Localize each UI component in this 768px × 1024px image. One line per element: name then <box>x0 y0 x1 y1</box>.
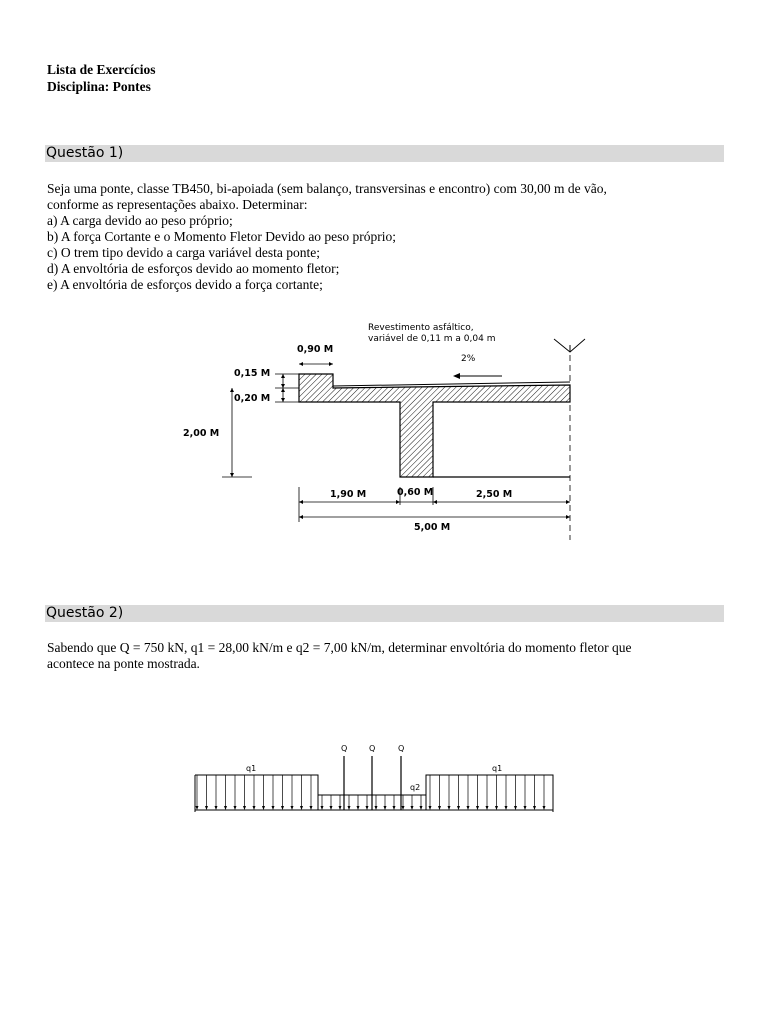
dim-2-00: 2,00 M <box>183 428 220 439</box>
question-2-heading: Questão 2) <box>45 605 724 622</box>
dim-0-60: 0,60 M <box>397 487 434 498</box>
load-arrowhead <box>514 806 517 810</box>
distributed-loads <box>196 775 546 810</box>
dim-0-90: 0,90 M <box>297 344 334 355</box>
q-label: Q <box>398 744 405 753</box>
q1-right-label: q1 <box>492 764 503 773</box>
q-label: Q <box>341 744 348 753</box>
load-arrowhead <box>253 806 256 810</box>
q-label: Q <box>369 744 376 753</box>
q2-line: Sabendo que Q = 750 kN, q1 = 28,00 kN/m e q2 = 7,00 kN/m, determinar envoltória do momento fletor que <box>47 640 632 655</box>
question-1-heading: Questão 1) <box>45 145 724 162</box>
dim-5-00: 5,00 M <box>414 522 451 533</box>
load-arrowhead <box>438 806 441 810</box>
q2-line: acontece na ponte mostrada. <box>47 656 200 671</box>
load-arrowhead <box>291 806 294 810</box>
q1-item-e: e) A envoltória de esforços devido a força cortante; <box>47 277 323 292</box>
q1-item-a: a) A carga devido ao peso próprio; <box>47 213 233 228</box>
asphalt-note-range: variável de 0,11 m a 0,04 m <box>368 334 496 344</box>
concrete-section <box>299 374 570 477</box>
dim-0-15: 0,15 M <box>234 368 271 379</box>
load-arrowhead <box>448 806 451 810</box>
load-arrowhead <box>224 806 227 810</box>
q2-label: q2 <box>410 783 421 792</box>
q1-item-c: c) O trem tipo devido a carga variável desta ponte; <box>47 245 321 260</box>
load-arrowhead <box>429 806 432 810</box>
header-list-title: Lista de Exercícios <box>47 62 156 77</box>
load-arrowhead <box>524 806 527 810</box>
load-arrowhead <box>420 806 423 810</box>
load-arrowhead <box>486 806 489 810</box>
load-arrowhead <box>300 806 303 810</box>
load-arrowhead <box>411 806 414 810</box>
asphalt-note: Revestimento asfáltico, <box>368 323 474 333</box>
load-arrowhead <box>339 806 342 810</box>
load-arrowhead <box>205 806 208 810</box>
load-arrowhead <box>393 806 396 810</box>
question-1-text <box>47 181 727 293</box>
load-arrowhead <box>533 806 536 810</box>
load-arrowhead <box>215 806 218 810</box>
load-arrowhead <box>505 806 508 810</box>
asphalt-line <box>333 382 570 386</box>
slope-label: 2% <box>461 354 476 364</box>
question-2-text <box>47 640 727 672</box>
dim-2-50: 2,50 M <box>476 489 513 500</box>
load-arrowhead <box>457 806 460 810</box>
q1-line: conforme as representações abaixo. Determinar: <box>47 197 308 212</box>
load-arrowhead <box>330 806 333 810</box>
load-arrowhead <box>281 806 284 810</box>
document-header <box>47 61 156 95</box>
load-arrowhead <box>402 806 405 810</box>
load-arrowhead <box>243 806 246 810</box>
dim-1-90: 1,90 M <box>330 489 367 500</box>
centerline-symbol-icon <box>554 339 585 352</box>
load-arrowhead <box>196 806 199 810</box>
load-arrowhead <box>366 806 369 810</box>
load-arrowhead <box>262 806 265 810</box>
q1-item-b: b) A força Cortante e o Momento Fletor Devido ao peso próprio; <box>47 229 397 244</box>
q1-item-d: d) A envoltória de esforços devido ao momento fletor; <box>47 261 340 276</box>
load-arrowhead <box>310 806 313 810</box>
load-arrowhead <box>467 806 470 810</box>
load-arrowhead <box>357 806 360 810</box>
load-arrowhead <box>348 806 351 810</box>
load-arrowhead <box>384 806 387 810</box>
load-arrowhead <box>272 806 275 810</box>
load-arrowhead <box>476 806 479 810</box>
load-arrowhead <box>321 806 324 810</box>
load-arrowhead <box>495 806 498 810</box>
q1-line: Seja uma ponte, classe TB450, bi-apoiada (sem balanço, transversinas e encontro) com 30,00 m de vão, <box>47 181 607 196</box>
load-arrowhead <box>234 806 237 810</box>
header-discipline: Disciplina: Pontes <box>47 79 151 94</box>
dim-0-20: 0,20 M <box>234 393 271 404</box>
load-arrowhead <box>543 806 546 810</box>
load-arrowhead <box>375 806 378 810</box>
q1-left-label: q1 <box>246 764 257 773</box>
